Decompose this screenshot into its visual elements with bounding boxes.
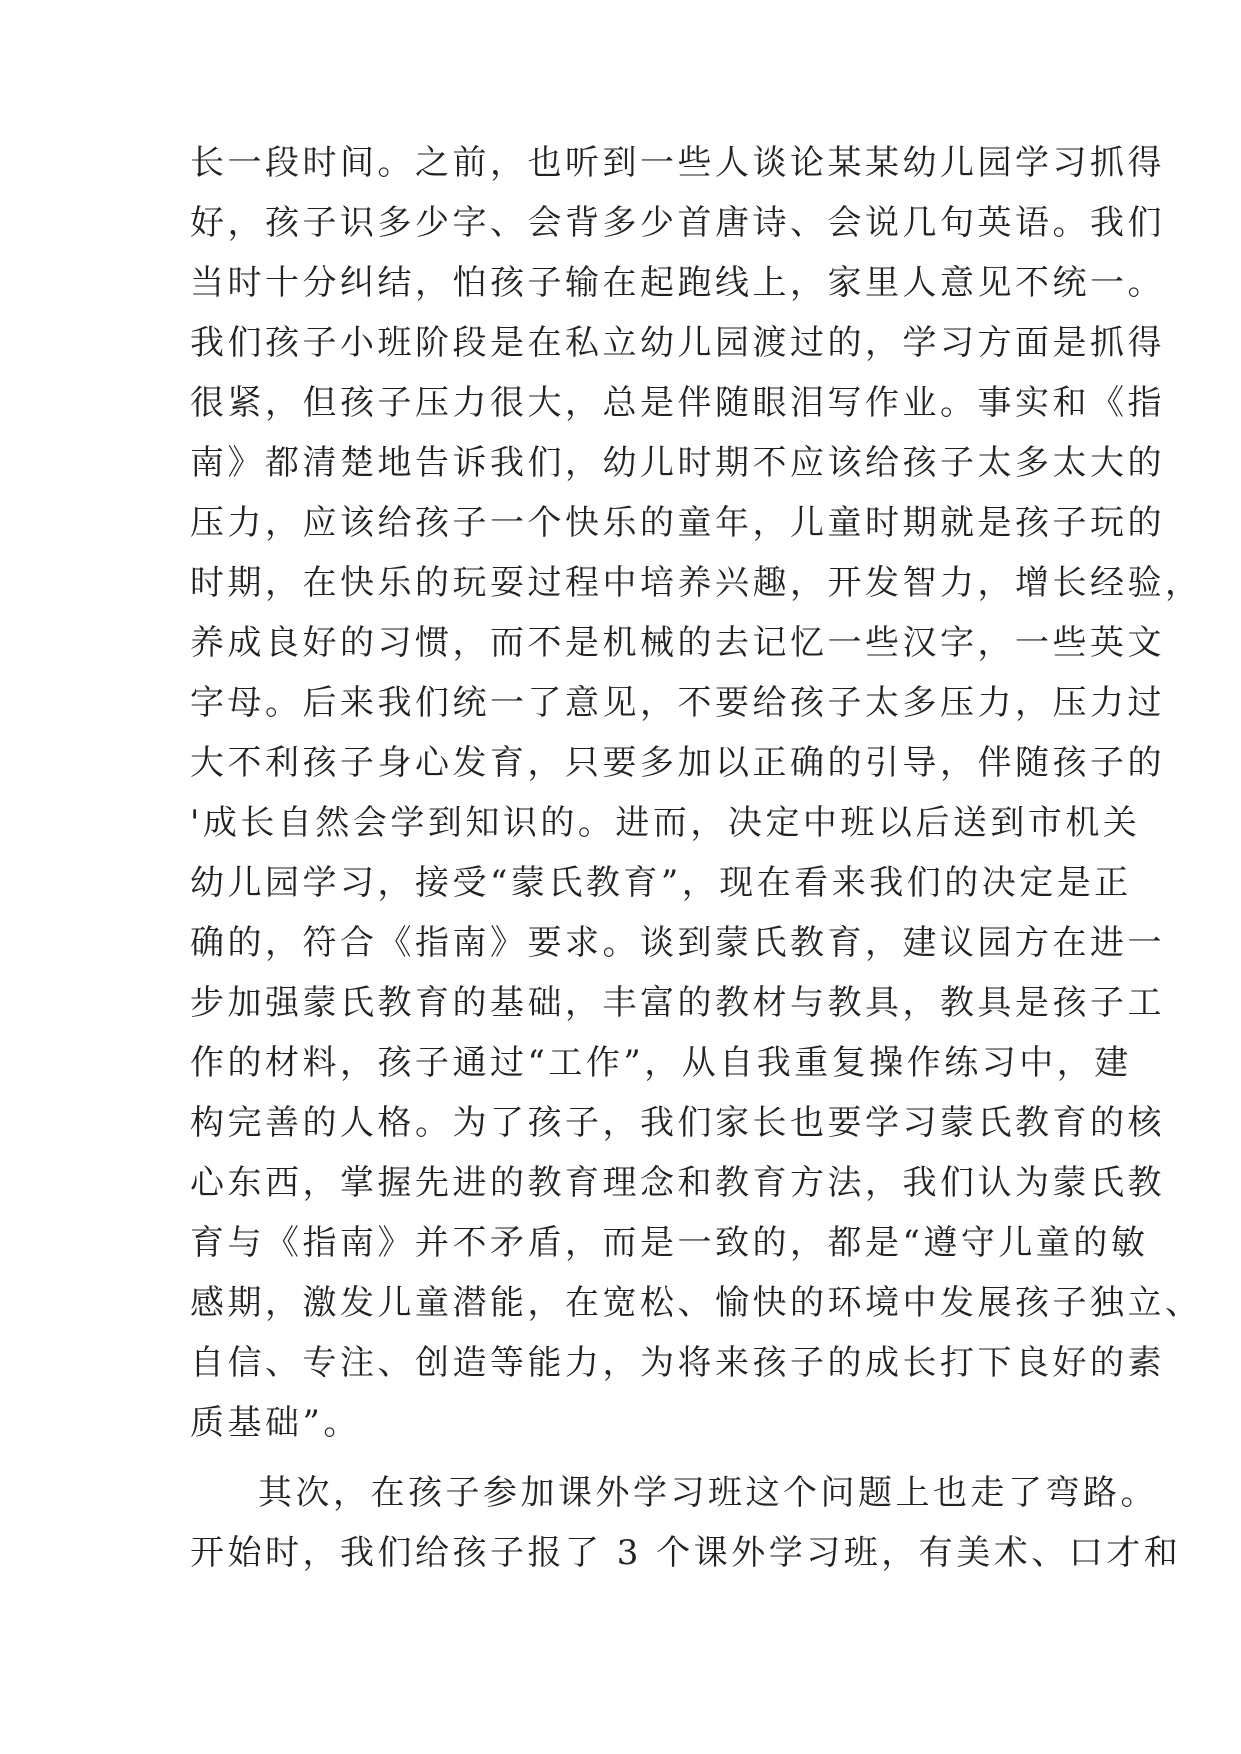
text-line: 质基础”。 (190, 1403, 361, 1443)
text-line: 好，孩子识多少字、会背多少首唐诗、会说几句英语。我们 (190, 203, 1165, 243)
text-line: 开始时，我们给孩子报了 3 个课外学习班，有美术、口才和 (190, 1533, 1182, 1573)
text-line: 感期，激发儿童潜能，在宽松、愉快的环境中发展孩子独立、 (190, 1283, 1203, 1323)
text-line: 南》都清楚地告诉我们，幼儿时期不应该给孩子太多太大的 (190, 443, 1165, 483)
text-line: 当时十分纠结，怕孩子输在起跑线上，家里人意见不统一。 (190, 263, 1165, 303)
text-line: 大不利孩子身心发育，只要多加以正确的引导，伴随孩子的 (190, 743, 1165, 783)
text-line: 育与《指南》并不矛盾，而是一致的，都是“遵守儿童的敏 (190, 1223, 1149, 1263)
text-line: 步加强蒙氏教育的基础，丰富的教材与教具，教具是孩子工 (190, 983, 1165, 1023)
text-line: 字母。后来我们统一了意见，不要给孩子太多压力，压力过 (190, 683, 1165, 723)
text-line: 心东西，掌握先进的教育理念和教育方法，我们认为蒙氏教 (190, 1163, 1165, 1203)
text-line: 构完善的人格。为了孩子，我们家长也要学习蒙氏教育的核 (190, 1103, 1165, 1143)
text-line: 养成良好的习惯，而不是机械的去记忆一些汉字，一些英文 (190, 623, 1165, 663)
text-line: 作的材料，孩子通过“工作”，从自我重复操作练习中，建 (190, 1043, 1132, 1083)
text-line: '成长自然会学到知识的。进而，决定中班以后送到市机关 (190, 803, 1141, 843)
text-line: 我们孩子小班阶段是在私立幼儿园渡过的，学习方面是抓得 (190, 323, 1165, 363)
text-line: 压力，应该给孩子一个快乐的童年，儿童时期就是孩子玩的 (190, 503, 1165, 543)
text-line: 幼儿园学习，接受“蒙氏教育”，现在看来我们的决定是正 (190, 863, 1132, 903)
text-line: 很紧，但孩子压力很大，总是伴随眼泪写作业。事实和《指 (190, 383, 1165, 423)
paragraph-first-line: 其次，在孩子参加课外学习班这个问题上也走了弯路。 (258, 1473, 1158, 1513)
text-line: 确的，符合《指南》要求。谈到蒙氏教育，建议园方在进一 (190, 923, 1165, 963)
text-line: 长一段时间。之前，也听到一些人谈论某某幼儿园学习抓得 (190, 143, 1165, 183)
text-line: 自信、专注、创造等能力，为将来孩子的成长打下良好的素 (190, 1343, 1165, 1383)
text-line: 时期，在快乐的玩耍过程中培养兴趣，开发智力，增长经验， (190, 563, 1203, 603)
